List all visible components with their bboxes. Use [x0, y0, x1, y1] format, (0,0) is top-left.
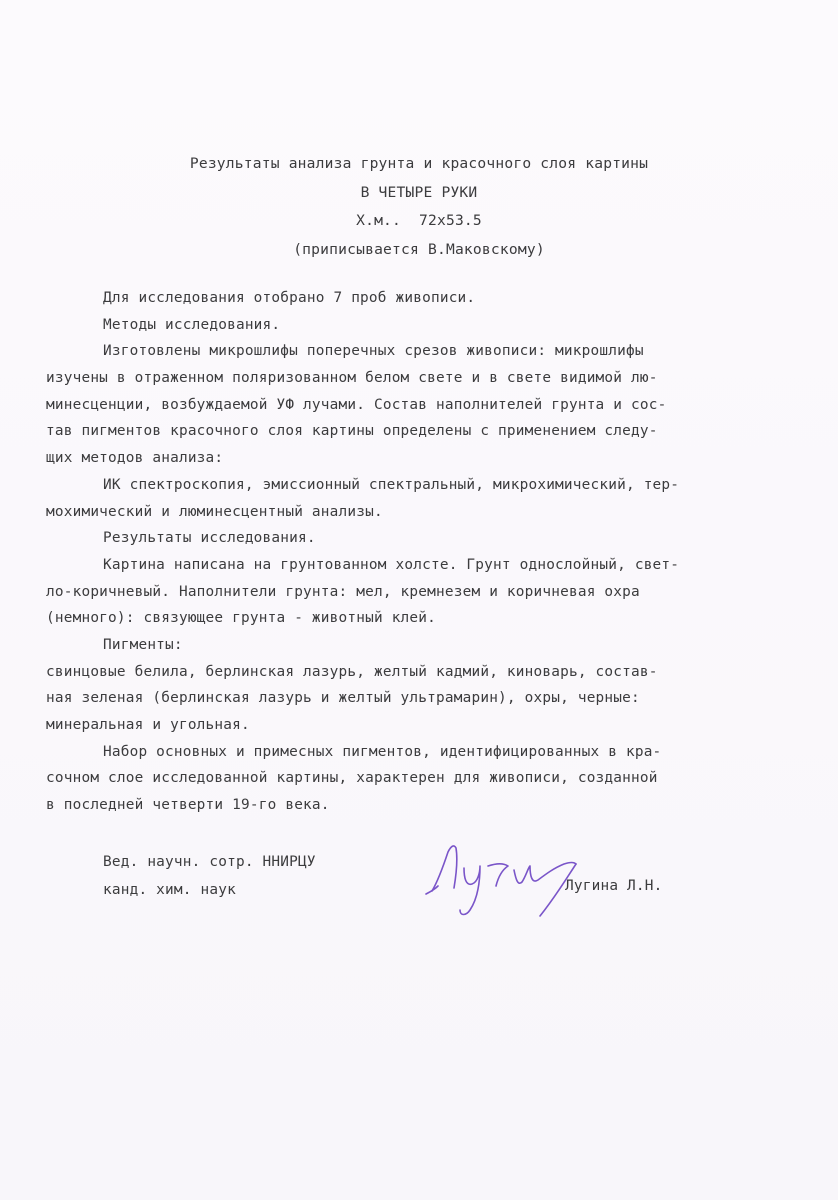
header-title: Результаты анализа грунта и красочного слоя картины [189, 155, 649, 172]
body-line: сочном слое исследованной картины, характерен для живописи, созданной [46, 770, 658, 787]
document-body [46, 285, 791, 819]
body-line: ло-коричневый. Наполнители грунта: мел, кремнезем и коричневая охра [46, 583, 640, 600]
signatory-position: Вед. научн. сотр. ННИРЦУ [103, 854, 316, 870]
document-header [0, 150, 838, 264]
header-painting-name: В ЧЕТЫРЕ РУКИ [360, 183, 478, 201]
handwritten-signature [418, 836, 583, 921]
body-line: Для исследования отобрано 7 проб живописи. [103, 290, 476, 306]
body-line: Набор основных и примесных пигментов, идентифицированных в кра- [103, 743, 662, 760]
body-line: Картина написана на грунтованном холсте. Грунт однослойный, свет- [103, 556, 680, 573]
signatory-name: Лугина Л.Н. [565, 878, 663, 894]
body-line: изучены в отраженном поляризованном белом свете и в свете видимой лю- [46, 370, 658, 387]
signatory-degree: канд. хим. наук [103, 882, 236, 898]
header-medium-size: Х.м.. 72х53.5 [356, 212, 482, 229]
body-line: Результаты исследования. [103, 530, 316, 547]
body-line: свинцовые белила, берлинская лазурь, желтый кадмий, киноварь, состав- [46, 663, 658, 680]
body-line: ИК спектроскопия, эмиссионный спектральный, микрохимический, тер- [103, 476, 680, 493]
body-line: в последней четверти 19-го века. [46, 797, 330, 814]
body-line: (немного): связующее грунта - животный клей. [46, 610, 437, 627]
body-line: тав пигментов красочного слоя картины определены с применением следу- [46, 423, 658, 440]
body-line: щих методов анализа: [46, 450, 224, 467]
body-line: минесценции, возбуждаемой УФ лучами. Состав наполнителей грунта и сос- [46, 396, 667, 413]
body-line: Пигменты: [103, 636, 183, 653]
signatory-title [103, 848, 316, 904]
body-line: минеральная и угольная. [46, 717, 250, 733]
body-line: мохимический и люминесцентный анализы. [46, 503, 383, 520]
body-line: Методы исследования. [103, 316, 281, 333]
body-line: ная зеленая (берлинская лазурь и желтый ультрамарин), охры, черные: [46, 690, 640, 707]
header-attribution: (приписывается В.Маковскому) [293, 240, 545, 258]
body-line: Изготовлены микрошлифы поперечных срезов живописи: микрошлифы [103, 343, 644, 360]
